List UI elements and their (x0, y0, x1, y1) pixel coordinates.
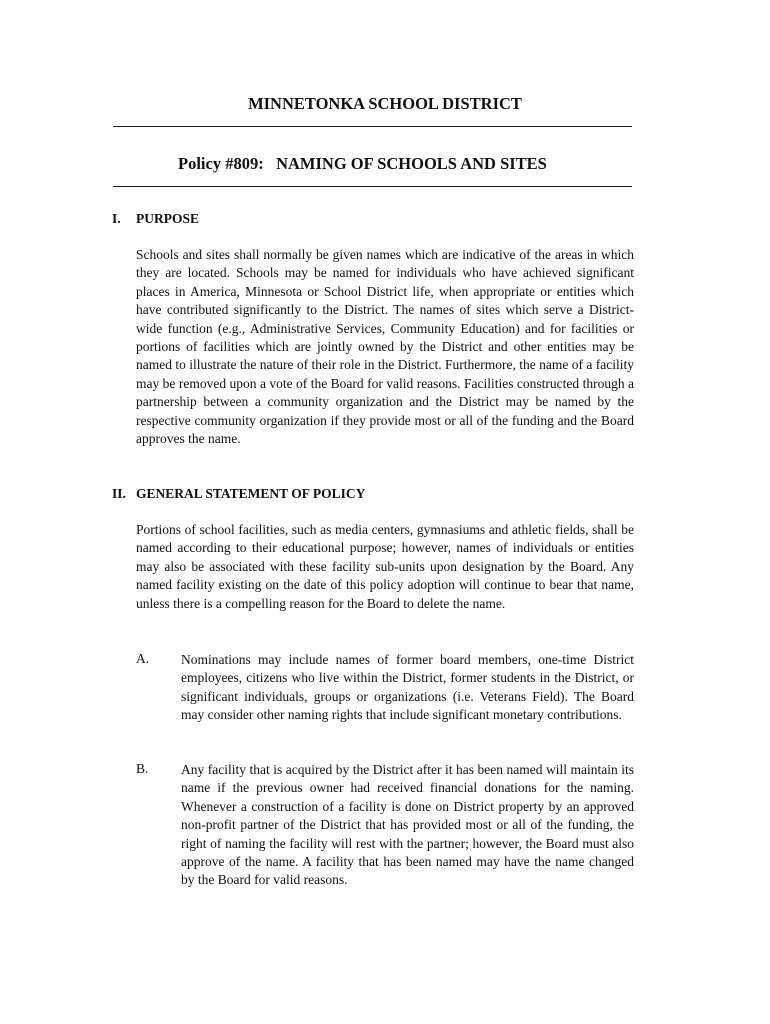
section-heading-purpose (112, 211, 199, 227)
section-title: GENERAL STATEMENT OF POLICY (136, 486, 366, 501)
district-title: MINNETONKA SCHOOL DISTRICT (248, 94, 522, 113)
item-letter-a: A. (136, 651, 150, 666)
general-statement-paragraph: Portions of school facilities, such as media centers, gymnasiums and athletic fields, shall be named according to their educational purpose; however, names of individuals or entities may also be associated with these facility sub-units upon designation by the Board. Any named facility existing on the date of this policy adoption will continue to bear that name, unless there is a compelling reason for the Board to delete the name. (136, 522, 634, 611)
policy-name: NAMING OF SCHOOLS AND SITES (276, 154, 547, 173)
purpose-paragraph: Schools and sites shall normally be given names which are indicative of the areas in which they are located. Schools may be named for individuals who have achieved significant places in America, Minnesota or School District life, when appropriate or entities which have contributed significantly to the District. The names of sites which serve a District-wide function (e.g., Administrative Services, Community Education) and for facilities or portions of facilities which are jointly owned by the District and other entities may be named to illustrate the nature of their role in the District. Furthermore, the name of a facility may be removed upon a vote of the Board for valid reasons. Facilities constructed through a partnership between a community organization and the District may be named by the respective community organization if they provide most or all of the funding and the Board approves the name. (136, 247, 634, 447)
item-text-a: Nominations may include names of former board members, one-time District employees, citizens who live within the District, former students in the District, or significant individuals, groups or organizations (i.e. Veterans Field). The Board may consider other naming rights that include significant monetary contributions. (181, 652, 634, 723)
title-divider (113, 126, 632, 127)
policy-number: Policy #809: (178, 154, 264, 173)
item-letter-b: B. (136, 761, 149, 776)
section-numeral: II. (112, 486, 126, 501)
policy-title (178, 154, 547, 174)
policy-divider (113, 186, 632, 187)
section-numeral: I. (112, 211, 121, 226)
section-title: PURPOSE (136, 211, 200, 226)
item-text-b: Any facility that is acquired by the District after it has been named will maintain its name if the previous owner had received financial donations for the naming. Whenever a construction of a facility is done on District property by an approved non-profit partner of the District that has provided most or all of the funding, the right of naming the facility will rest with the partner; however, the Board must also approve of the name. A facility that has been named may have the name changed by the Board for valid reasons. (181, 762, 634, 888)
section-heading-general-statement (112, 486, 365, 502)
